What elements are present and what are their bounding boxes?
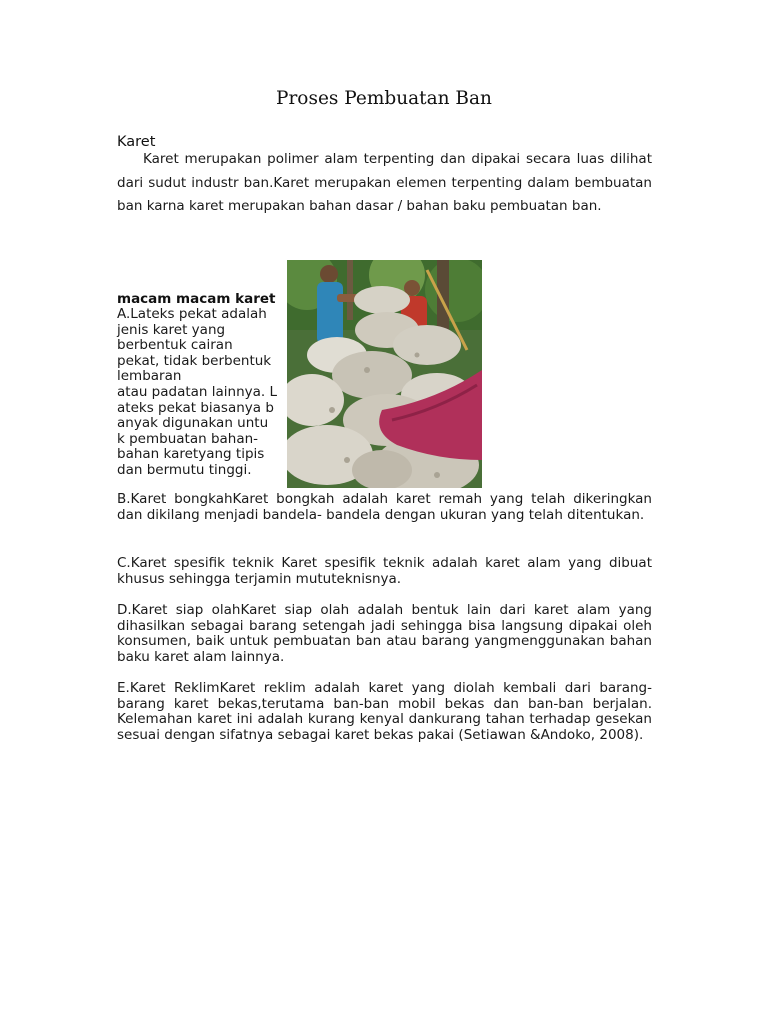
rubber-type-b: B.Karet bongkahKaret bongkah adalah karet remah yang telah dikeringkan dan dikilang menjadi bandela- bandela dengan ukuran yang telah ditentukan. <box>117 491 652 523</box>
rubber-type-c: C.Karet spesifik teknik Karet spesifik teknik adalah karet alam yang dibuat khusus sehingga terjamin mututeknisnya. <box>117 555 652 587</box>
rubber-type-a: A.Lateks pekat adalah jenis karet yang berbentuk cairan pekat, tidak berbentuk lembaran atau padatan lainnya. L ateks pekat biasanya b anyak digunakan untu k pembuatan bahan- bahan karetyang tipis dan bermutu tinggi. <box>117 306 278 478</box>
rubber-type-e: E.Karet ReklimKaret reklim adalah karet yang diolah kembali dari barang-barang karet bekas,terutama ban-ban mobil bekas dan ban-ban berjalan. Kelemahan karet ini adalah kurang kenyal dankurang tahan terhadap gesekan sesuai dengan sifatnya sebagai karet bekas pakai (Setiawan &Andoko, 2008). <box>117 680 652 743</box>
document-title: Proses Pembuatan Ban <box>276 88 492 109</box>
intro-paragraph: Karet merupakan polimer alam terpenting dan dipakai secara luas dilihat dari sudut industr ban.Karet merupakan elemen terpenting dalam bembuatan ban karna karet merupakan bahan dasar / bahan baku pembuatan ban. <box>117 151 652 214</box>
types-subheading: macam macam karet <box>117 291 276 307</box>
rubber-bales-photo <box>287 260 482 488</box>
rubber-type-d: D.Karet siap olahKaret siap olah adalah bentuk lain dari karet alam yang dihasilkan sebagai barang setengah jadi sehingga bisa langsung dipakai oleh konsumen, baik untuk pembuatan ban atau barang yangmenggunakan bahan baku karet alam lainnya. <box>117 602 652 665</box>
section-heading-karet: Karet <box>117 134 156 150</box>
